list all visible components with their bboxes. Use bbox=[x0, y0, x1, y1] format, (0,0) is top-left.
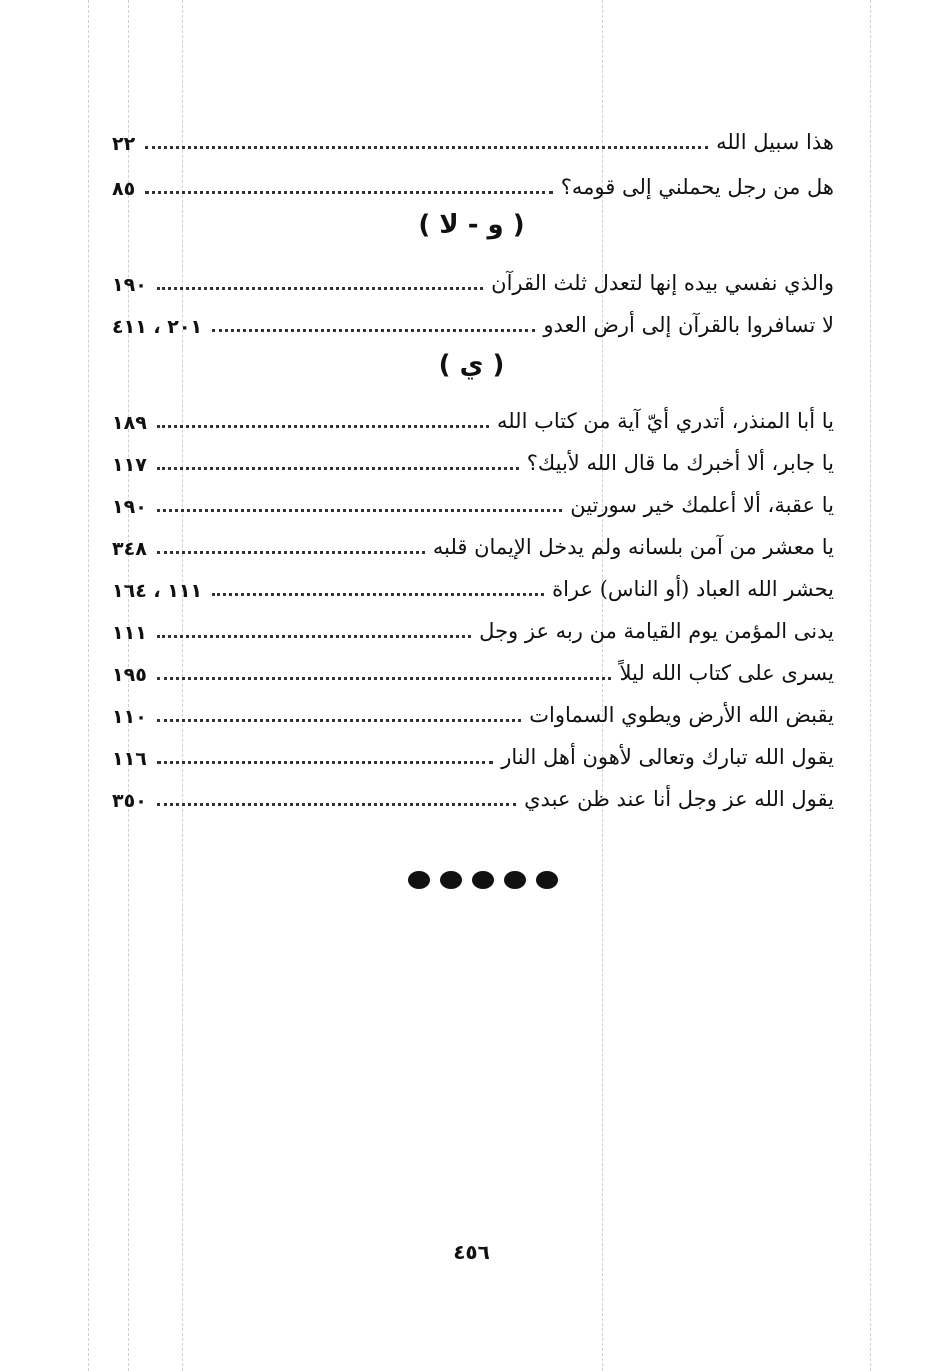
index-entry bbox=[112, 693, 834, 729]
end-of-section-ornament bbox=[408, 871, 558, 891]
index-entry bbox=[112, 609, 834, 645]
entry-text: هذا سبيل الله bbox=[716, 130, 834, 154]
dot-leader bbox=[157, 719, 521, 722]
section-heading: ( و - لا ) bbox=[418, 210, 525, 240]
entry-text: يقول الله عز وجل أنا عند ظن عبدي bbox=[524, 787, 834, 811]
dot-leader bbox=[157, 677, 612, 680]
ornament-dot bbox=[536, 871, 558, 889]
index-entry bbox=[112, 651, 834, 687]
entry-text: يا أبا المنذر، أتدري أيّ آية من كتاب الله bbox=[496, 409, 834, 433]
dot-leader bbox=[212, 593, 544, 596]
entry-page-refs: ١١٧ bbox=[112, 454, 147, 476]
section-heading: ( ي ) bbox=[438, 350, 505, 380]
scan-guide-line bbox=[88, 0, 89, 1371]
entry-page-refs: ٨٥ bbox=[112, 178, 136, 200]
dot-leader bbox=[157, 551, 425, 554]
dot-leader bbox=[157, 467, 519, 470]
entry-page-refs: ١١١ ، ١٦٤ bbox=[112, 580, 203, 602]
dot-leader bbox=[157, 287, 483, 290]
ornament-dot bbox=[440, 871, 462, 889]
ornament-dot bbox=[408, 871, 430, 889]
index-entry bbox=[112, 261, 834, 297]
dot-leader bbox=[157, 761, 493, 764]
entry-text: لا تسافروا بالقرآن إلى أرض العدو bbox=[543, 313, 834, 337]
dot-leader bbox=[157, 509, 562, 512]
entry-page-refs: ٢٢ bbox=[112, 133, 136, 155]
entry-text: يسرى على كتاب الله ليلاً bbox=[619, 661, 834, 685]
page-number: ٤٥٦ bbox=[453, 1240, 490, 1264]
dot-leader bbox=[145, 146, 708, 149]
dot-leader bbox=[212, 329, 535, 332]
entry-page-refs: ١١٦ bbox=[112, 748, 147, 770]
index-entry bbox=[112, 483, 834, 519]
index-entry bbox=[112, 165, 834, 201]
entry-text: يقبض الله الأرض ويطوي السماوات bbox=[529, 703, 834, 727]
ornament-dot bbox=[472, 871, 494, 889]
entry-page-refs: ٣٥٠ bbox=[112, 790, 147, 812]
index-entry bbox=[112, 120, 834, 156]
entry-page-refs: ٢٠١ ، ٤١١ bbox=[112, 316, 203, 338]
entry-text: يا جابر، ألا أخبرك ما قال الله لأبيك؟ bbox=[526, 451, 834, 475]
dot-leader bbox=[157, 803, 516, 806]
entry-page-refs: ١٩٠ bbox=[112, 274, 147, 296]
entry-text: يا معشر من آمن بلسانه ولم يدخل الإيمان قلبه bbox=[432, 535, 834, 559]
entry-page-refs: ١٨٩ bbox=[112, 412, 147, 434]
index-entry bbox=[112, 735, 834, 771]
entry-text: يدنى المؤمن يوم القيامة من ربه عز وجل bbox=[479, 619, 834, 643]
entry-page-refs: ١٩٠ bbox=[112, 496, 147, 518]
dot-leader bbox=[157, 425, 489, 428]
index-entry bbox=[112, 567, 834, 603]
index-entry bbox=[112, 399, 834, 435]
index-entry bbox=[112, 777, 834, 813]
index-entry bbox=[112, 303, 834, 339]
index-entry bbox=[112, 441, 834, 477]
ornament-dot bbox=[504, 871, 526, 889]
entry-page-refs: ١١٠ bbox=[112, 706, 147, 728]
dot-leader bbox=[145, 191, 553, 194]
dot-leader bbox=[157, 635, 471, 638]
index-entry bbox=[112, 525, 834, 561]
entry-page-refs: ١١١ bbox=[112, 622, 147, 644]
entry-text: هل من رجل يحملني إلى قومه؟ bbox=[560, 175, 834, 199]
entry-text: يا عقبة، ألا أعلمك خير سورتين bbox=[570, 493, 834, 517]
entry-text: يقول الله تبارك وتعالى لأهون أهل النار bbox=[501, 745, 834, 769]
scan-guide-line bbox=[870, 0, 871, 1371]
entry-page-refs: ٣٤٨ bbox=[112, 538, 147, 560]
entry-text: والذي نفسي بيده إنها لتعدل ثلث القرآن bbox=[491, 271, 834, 295]
entry-page-refs: ١٩٥ bbox=[112, 664, 147, 686]
entry-text: يحشر الله العباد (أو الناس) عراة bbox=[552, 577, 834, 601]
